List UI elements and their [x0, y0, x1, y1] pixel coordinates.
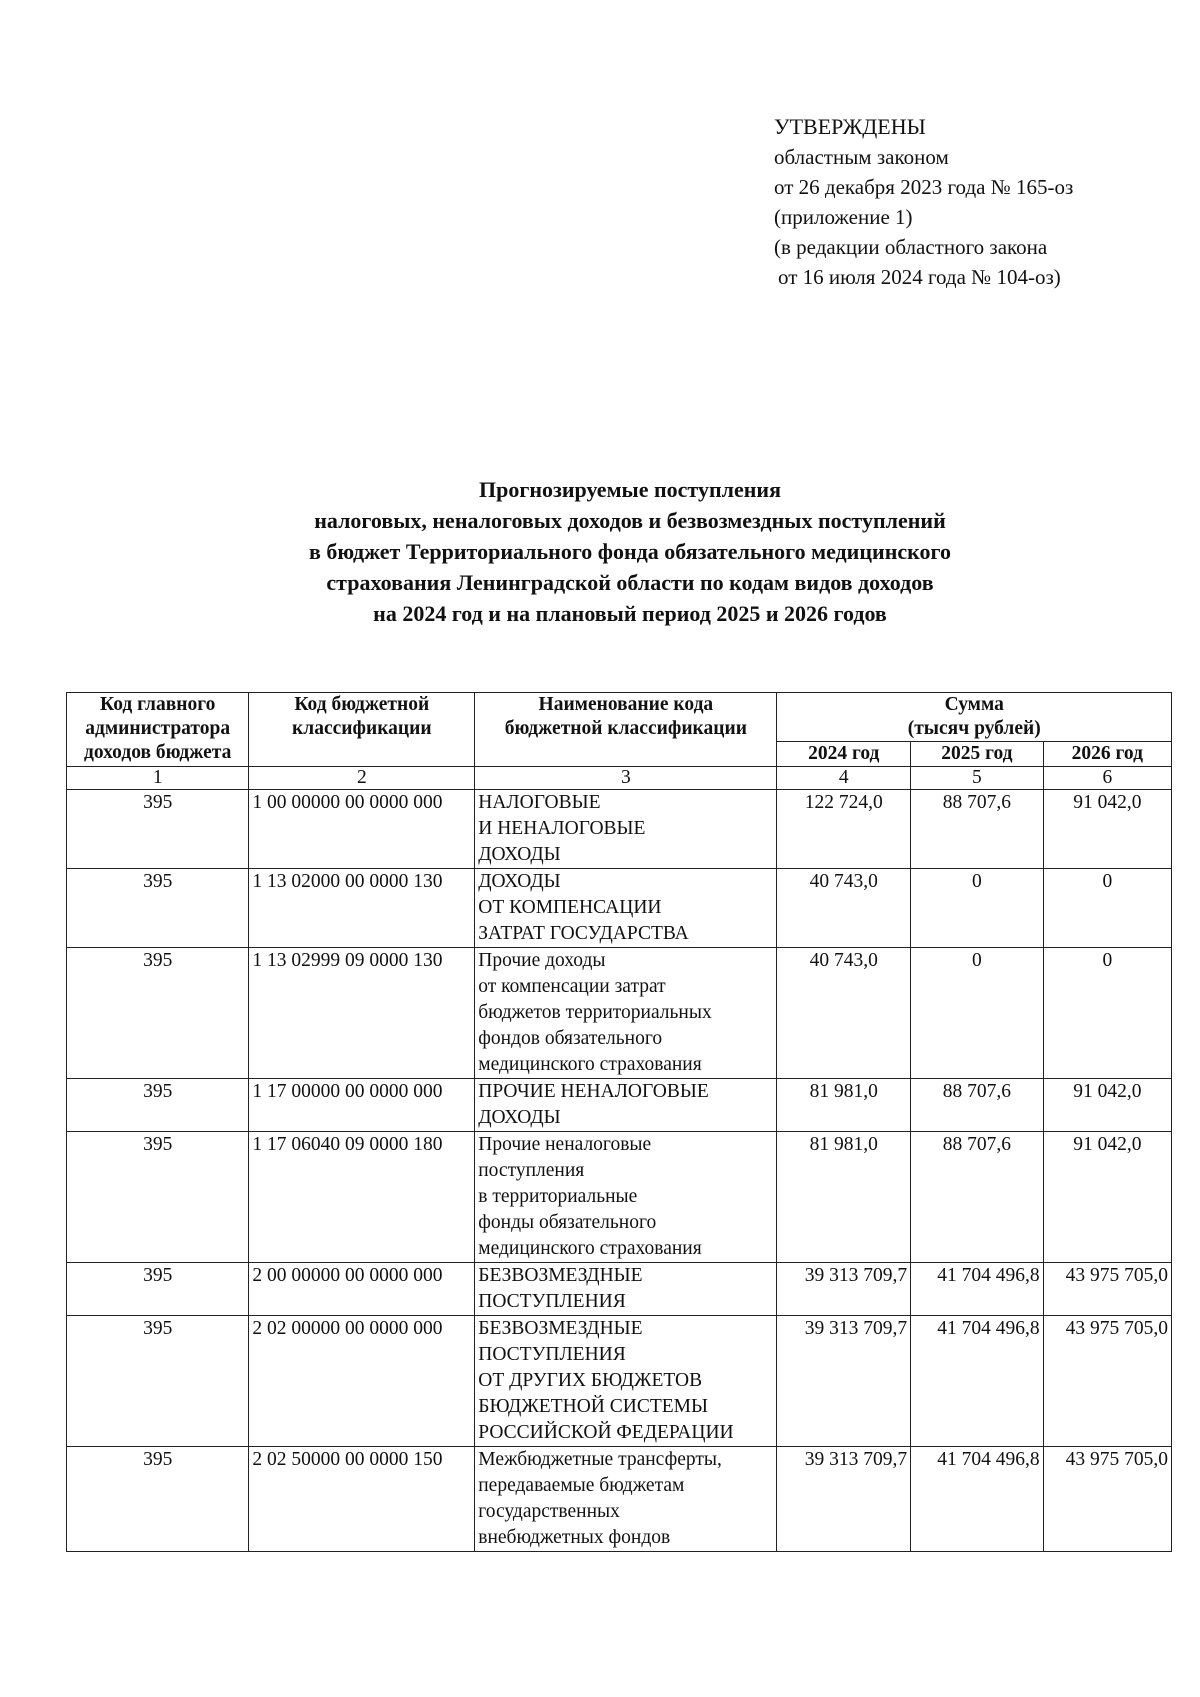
budget-code-cell: 2 02 50000 00 0000 150	[249, 1447, 475, 1552]
revenue-table	[66, 692, 1172, 1552]
column-number: 1	[67, 767, 249, 790]
column-number-row	[67, 767, 1172, 790]
code-name-cell	[475, 1132, 777, 1263]
column-number: 2	[249, 767, 475, 790]
amount-2024-cell: 39 313 709,7	[777, 1263, 911, 1316]
header-year-2026: 2026 год	[1043, 742, 1171, 767]
amount-2025-cell: 0	[911, 948, 1044, 1079]
budget-code-cell: 1 17 00000 00 0000 000	[249, 1079, 475, 1132]
code-name-line: ПОСТУПЛЕНИЯ	[478, 1344, 626, 1365]
code-name-line: ОТ КОМПЕНСАЦИИ	[478, 897, 662, 918]
budget-code-cell: 2 00 00000 00 0000 000	[249, 1263, 475, 1316]
amount-2024-cell: 39 313 709,7	[777, 1316, 911, 1447]
code-name-line: ПРОЧИЕ НЕНАЛОГОВЫЕ	[478, 1081, 709, 1102]
amount-2026-cell: 91 042,0	[1043, 1132, 1171, 1263]
admin-code-cell: 395	[67, 1316, 249, 1447]
code-name-line: фондов обязательного	[478, 1028, 663, 1049]
code-name-line: государственных	[478, 1501, 620, 1522]
amount-2026-cell: 0	[1043, 948, 1171, 1079]
header-admin-code: Код главного администратора доходов бюджета	[67, 693, 249, 767]
approval-line: от 26 декабря 2023 года № 165-оз	[774, 175, 1074, 199]
title-line: Прогнозируемые поступления	[479, 477, 781, 502]
code-name-line: ДОХОДЫ	[478, 871, 561, 892]
amount-2024-cell: 122 724,0	[777, 790, 911, 869]
code-name-line: БЮДЖЕТНОЙ СИСТЕМЫ	[478, 1396, 709, 1417]
amount-2024-cell: 81 981,0	[777, 1079, 911, 1132]
admin-code-cell: 395	[67, 1263, 249, 1316]
table-row	[67, 1447, 1172, 1552]
approval-line: от 16 июля 2024 года № 104-оз)	[778, 265, 1061, 289]
amount-2024-cell: 39 313 709,7	[777, 1447, 911, 1552]
approval-line: областным законом	[774, 145, 949, 169]
code-name-line: от компенсации затрат	[478, 976, 666, 997]
code-name-cell	[475, 1447, 777, 1552]
column-number: 4	[777, 767, 911, 790]
code-name-line: ОТ ДРУГИХ БЮДЖЕТОВ	[478, 1370, 703, 1391]
document-title	[160, 474, 1100, 629]
approval-line: УТВЕРЖДЕНЫ	[774, 114, 926, 139]
column-number: 6	[1043, 767, 1171, 790]
admin-code-cell: 395	[67, 1132, 249, 1263]
amount-2025-cell: 41 704 496,8	[911, 1447, 1044, 1552]
approval-line: (в редакции областного закона	[774, 235, 1048, 259]
amount-2025-cell: 41 704 496,8	[911, 1263, 1044, 1316]
table-row	[67, 869, 1172, 948]
code-name-cell	[475, 948, 777, 1079]
amount-2024-cell: 81 981,0	[777, 1132, 911, 1263]
header-budget-code: Код бюджетной классификации	[249, 693, 475, 767]
code-name-cell	[475, 1316, 777, 1447]
code-name-line: внебюджетных фондов	[478, 1527, 671, 1548]
code-name-line: в территориальные	[478, 1186, 638, 1207]
code-name-line: медицинского страхования	[478, 1054, 702, 1075]
table-row	[67, 948, 1172, 1079]
code-name-line: Межбюджетные трансферты,	[478, 1449, 722, 1470]
amount-2024-cell: 40 743,0	[777, 869, 911, 948]
amount-2026-cell: 91 042,0	[1043, 790, 1171, 869]
table-row	[67, 790, 1172, 869]
code-name-line: фонды обязательного	[478, 1212, 657, 1233]
column-number: 5	[911, 767, 1044, 790]
code-name-cell	[475, 1263, 777, 1316]
budget-code-cell: 1 13 02000 00 0000 130	[249, 869, 475, 948]
amount-2026-cell: 43 975 705,0	[1043, 1316, 1171, 1447]
title-line: на 2024 год и на плановый период 2025 и 2026 годов	[373, 601, 887, 626]
code-name-line: медицинского страхования	[478, 1238, 702, 1259]
table-row	[67, 1079, 1172, 1132]
budget-code-cell: 1 13 02999 09 0000 130	[249, 948, 475, 1079]
code-name-cell	[475, 1079, 777, 1132]
amount-2026-cell: 91 042,0	[1043, 1079, 1171, 1132]
amount-2025-cell: 0	[911, 869, 1044, 948]
code-name-line: РОССИЙСКОЙ ФЕДЕРАЦИИ	[478, 1422, 734, 1443]
admin-code-cell: 395	[67, 790, 249, 869]
admin-code-cell: 395	[67, 1447, 249, 1552]
code-name-line: БЕЗВОЗМЕЗДНЫЕ	[478, 1318, 643, 1339]
amount-2026-cell: 43 975 705,0	[1043, 1263, 1171, 1316]
admin-code-cell: 395	[67, 869, 249, 948]
amount-2026-cell: 43 975 705,0	[1043, 1447, 1171, 1552]
code-name-line: Прочие неналоговые	[478, 1134, 652, 1155]
title-line: в бюджет Территориального фонда обязательного медицинского	[309, 539, 951, 564]
header-code-name: Наименование кода бюджетной классификации	[475, 693, 777, 767]
table-row	[67, 1132, 1172, 1263]
code-name-line: Прочие доходы	[478, 950, 606, 971]
title-line: страхования Ленинградской области по кодам видов доходов	[326, 570, 934, 595]
code-name-line: И НЕНАЛОГОВЫЕ	[478, 818, 646, 839]
budget-code-cell: 1 17 06040 09 0000 180	[249, 1132, 475, 1263]
admin-code-cell: 395	[67, 948, 249, 1079]
code-name-line: ДОХОДЫ	[478, 1107, 561, 1128]
amount-2025-cell: 88 707,6	[911, 1132, 1044, 1263]
header-year-2024: 2024 год	[777, 742, 911, 767]
header-sum: Сумма (тысяч рублей)	[777, 693, 1172, 742]
budget-code-cell: 1 00 00000 00 0000 000	[249, 790, 475, 869]
code-name-line: ЗАТРАТ ГОСУДАРСТВА	[478, 923, 689, 944]
header-year-2025: 2025 год	[911, 742, 1044, 767]
budget-code-cell: 2 02 00000 00 0000 000	[249, 1316, 475, 1447]
code-name-line: ПОСТУПЛЕНИЯ	[478, 1291, 626, 1312]
amount-2025-cell: 41 704 496,8	[911, 1316, 1044, 1447]
table-row	[67, 1263, 1172, 1316]
amount-2026-cell: 0	[1043, 869, 1171, 948]
code-name-line: ДОХОДЫ	[478, 844, 561, 865]
code-name-line: передаваемые бюджетам	[478, 1475, 685, 1496]
approval-line: (приложение 1)	[774, 205, 913, 229]
code-name-cell	[475, 790, 777, 869]
amount-2025-cell: 88 707,6	[911, 790, 1044, 869]
amount-2025-cell: 88 707,6	[911, 1079, 1044, 1132]
table-row	[67, 1316, 1172, 1447]
code-name-line: БЕЗВОЗМЕЗДНЫЕ	[478, 1265, 643, 1286]
title-line: налоговых, неналоговых доходов и безвозмездных поступлений	[314, 508, 946, 533]
code-name-line: бюджетов территориальных	[478, 1002, 712, 1023]
code-name-line: поступления	[478, 1160, 585, 1181]
approval-stamp	[774, 112, 1073, 292]
admin-code-cell: 395	[67, 1079, 249, 1132]
code-name-cell	[475, 869, 777, 948]
code-name-line: НАЛОГОВЫЕ	[478, 792, 601, 813]
column-number: 3	[475, 767, 777, 790]
amount-2024-cell: 40 743,0	[777, 948, 911, 1079]
